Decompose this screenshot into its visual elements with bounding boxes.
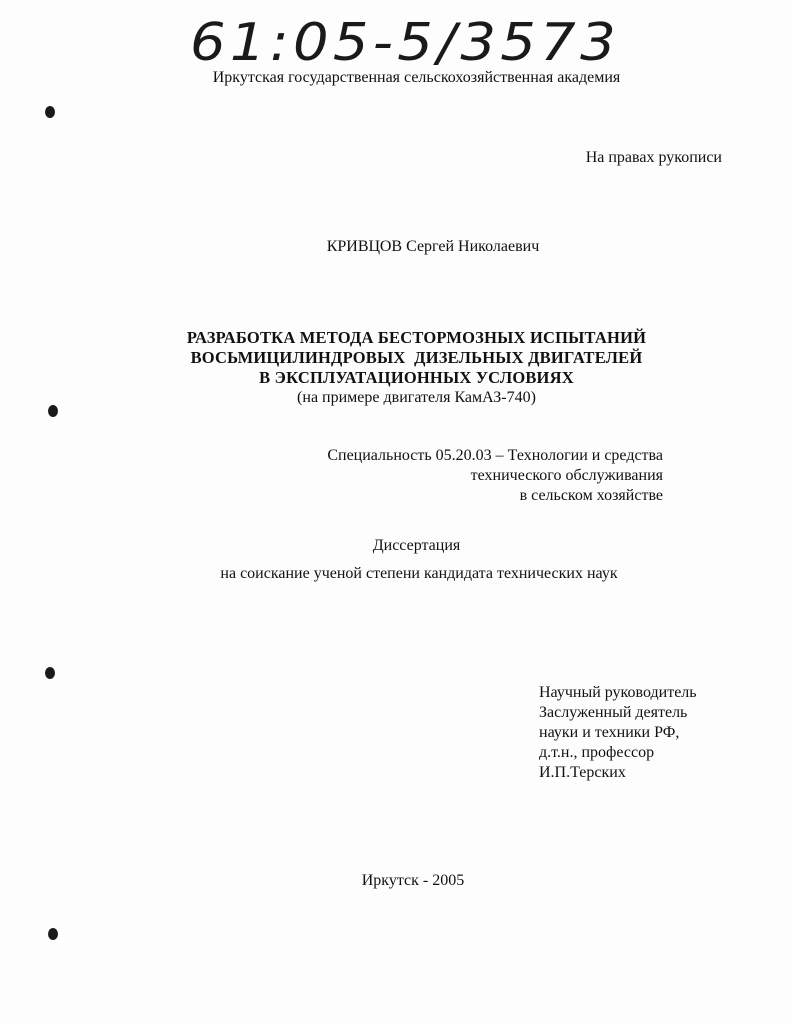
rights-notice: На правах рукописи [585,149,722,166]
punch-hole-mark [48,405,58,417]
specialty-block [327,446,663,506]
supervisor-line-4: д.т.н., профессор [539,744,655,761]
handwritten-archive-text: 61:05-5/3573 [190,13,620,72]
punch-hole-mark [48,928,58,940]
specialty-line-3: в сельском хозяйстве [519,487,663,504]
thesis-title [0,328,793,408]
degree-purpose: на соискание ученой степени кандидата технических наук [220,565,618,582]
supervisor-line-5: И.П.Терских [539,764,626,781]
punch-hole-mark [45,106,55,118]
handwritten-archive-number [186,6,626,72]
punch-hole-mark [45,667,55,679]
title-subtitle: (на примере двигателя КамАЗ-740) [297,389,536,406]
supervisor-line-3: науки и техники РФ, [539,724,680,741]
city-year: Иркутск - 2005 [361,872,465,889]
supervisor-line-1: Научный руководитель [539,684,697,701]
institution-name: Иркутская государственная сельскохозяйственная академия [212,69,621,86]
degree-type: Диссертация [372,537,461,554]
specialty-line-2: технического обслуживания [470,467,663,484]
title-line-3: В ЭКСПЛУАТАЦИОННЫХ УСЛОВИЯХ [259,368,574,387]
author-name: КРИВЦОВ Сергей Николаевич [326,238,540,255]
supervisor-line-2: Заслуженный деятель [539,704,688,721]
specialty-line-1: Специальность 05.20.03 – Технологии и средства [327,447,663,464]
supervisor-block [539,683,697,783]
title-line-2: ВОСЬМИЦИЛИНДРОВЫХ ДИЗЕЛЬНЫХ ДВИГАТЕЛЕЙ [190,348,643,367]
title-line-1: РАЗРАБОТКА МЕТОДА БЕСТОРМОЗНЫХ ИСПЫТАНИЙ [186,328,647,347]
